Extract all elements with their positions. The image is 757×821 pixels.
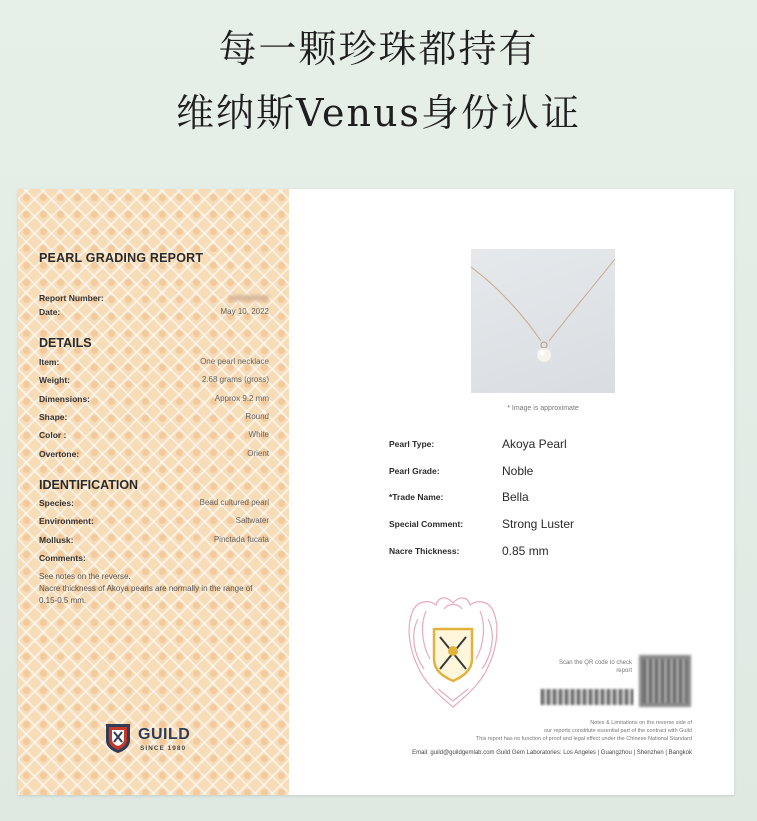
qr-code-icon[interactable]	[639, 655, 691, 707]
fine-print-line: This report has no function of proof and legal effect under the Chinese National Standard	[475, 736, 692, 742]
guild-since: SINCE 1980	[140, 745, 187, 752]
identification-label: Environment:	[39, 516, 94, 526]
report-left-panel	[18, 189, 289, 795]
detail-value: One pearl necklace	[200, 357, 269, 366]
necklace-photo	[471, 249, 615, 393]
detail-label: Overtone:	[39, 449, 80, 459]
details-heading: DETAILS	[39, 336, 92, 350]
headline-line-1: 每一颗珍珠都持有	[218, 27, 539, 71]
date-label: Date:	[39, 307, 61, 317]
detail-value: Orient	[247, 449, 269, 458]
report-number-value-redacted	[229, 293, 269, 303]
guild-shield-icon	[104, 722, 132, 754]
detail-row	[39, 375, 269, 389]
qr-instruction: Scan the QR code to check report	[558, 660, 632, 674]
fine-print-line: Notes & Limitations on the reverse side of	[590, 720, 692, 726]
nacre-range-note: Nacre thickness of Akoya pearls are normally in the range of 0.15-0.5 mm.	[39, 584, 253, 605]
pearl-field-label: Pearl Grade:	[389, 466, 440, 476]
pearl-field-label: *Trade Name:	[389, 492, 444, 502]
headline-line-2: 维纳斯Venus身份认证	[176, 91, 581, 135]
image-approximate-note: * Image is approximate	[507, 405, 579, 412]
pearl-field-label: Pearl Type:	[389, 439, 435, 449]
detail-label: Weight:	[39, 375, 71, 385]
detail-value: Round	[245, 412, 269, 421]
pearl-field-value: Noble	[502, 464, 534, 478]
pearl-field-value: Akoya Pearl	[502, 437, 567, 451]
detail-row	[39, 449, 269, 463]
pearl-field-value: Strong Luster	[502, 517, 575, 531]
detail-row	[39, 357, 269, 371]
eagle-seal-emblem	[398, 589, 508, 719]
identification-value: Saltwater	[235, 516, 269, 525]
identification-label: Species:	[39, 498, 74, 508]
detail-value: 2.68 grams (gross)	[201, 375, 269, 384]
identification-row	[39, 553, 269, 567]
identification-row	[39, 498, 269, 512]
detail-row	[39, 430, 269, 444]
pearl-necklace-image	[471, 249, 615, 393]
detail-label: Color :	[39, 430, 67, 440]
detail-label: Dimensions:	[39, 394, 91, 404]
detail-row	[39, 394, 269, 408]
report-number-row	[39, 293, 269, 307]
eagle-crest-icon	[398, 589, 508, 719]
detail-row	[39, 412, 269, 426]
identification-value: Bead cultured pearl	[199, 498, 269, 507]
report-date-row	[39, 307, 269, 321]
pearl-field-value: 0.85 mm	[502, 544, 549, 558]
identification-label: Mollusk:	[39, 535, 74, 545]
date-value: May 10, 2022	[220, 307, 269, 316]
identification-row	[39, 535, 269, 549]
guild-brand-name: GUILD	[138, 726, 191, 743]
lab-contact-footer: Email: guild@guildgemlab.com Guild Gem Laboratories: Los Angeles | Guangzhou | Shenzhen | Bangkok	[412, 750, 692, 756]
pearl-field-label: Nacre Thickness:	[389, 546, 460, 556]
fine-print	[400, 719, 692, 743]
identification-row	[39, 516, 269, 530]
report-number-label: Report Number:	[39, 293, 104, 303]
detail-label: Shape:	[39, 412, 68, 422]
comment-note: See notes on the reverse.	[39, 572, 131, 581]
identification-value: Pinctada fucata	[213, 535, 269, 544]
guild-logo	[104, 722, 214, 756]
redacted-barcode	[541, 689, 633, 705]
pearl-field-value: Bella	[502, 490, 529, 504]
identification-label: Comments:	[39, 553, 86, 563]
pearl-field-label: Special Comment:	[389, 519, 464, 529]
detail-label: Item:	[39, 357, 60, 367]
detail-value: Approx 9.2 mm	[214, 394, 269, 403]
pearl-certificate	[18, 189, 734, 795]
fine-print-line: our reports constitute essential part of the contract with Guild	[544, 728, 692, 734]
report-title: PEARL GRADING REPORT	[39, 251, 204, 265]
detail-value: White	[248, 430, 269, 439]
identification-heading: IDENTIFICATION	[39, 478, 139, 492]
